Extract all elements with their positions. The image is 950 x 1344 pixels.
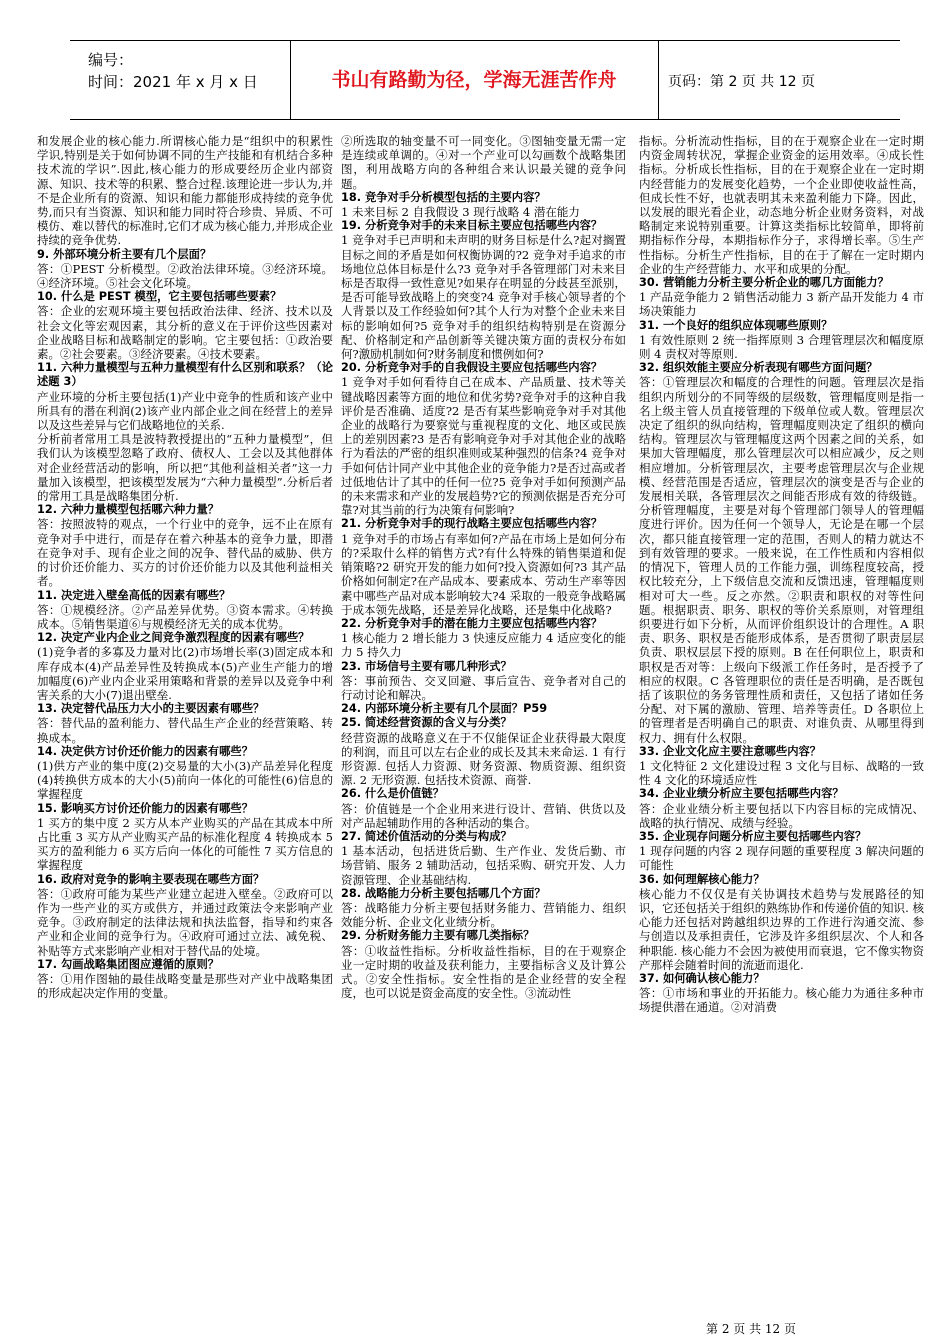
- answer-paragraph: 1 买方的集中度 2 买方从本产业购买的产品在其成本中所占比重 3 买方从产业购买产品的标准化程度 4 转换成本 5 买方的盈利能力 6 买方后向一体化的可能性 7 买方信息的掌握程度: [37, 815, 333, 873]
- answer-paragraph: 答：①收益性指标。分析收益性指标，目的在于观察企业一定时期的收益及获利能力，主要指标含义及计算公式。②安全性指标。安全性指的是企业经营的安全程度，也可以说是资金高度的安全性。③流动性: [341, 943, 626, 1001]
- answer-paragraph: 产业环境的分析主要包括(1)产业中竞争的性质和该产业中所具有的潜在利润(2)该产业内部企业之间在经营上的差异以及这些差异与它们战略地位的关系.: [37, 389, 333, 433]
- question-heading: 19. 分析竞争对手的未来目标主要应包括哪些内容？: [341, 219, 603, 233]
- document-date: 时间：2021 年 x 月 x 日: [88, 73, 258, 91]
- answer-paragraph: 1 竞争对手的市场占有率如何?产品在市场上是如何分布的?采取什么样的销售方式?有什么特殊的销售渠道和促销策略?2 研究开发的能力如何?投入资源如何?3 其产品价格如何制定?在产品成本、要素成本、劳动生产率等因素中哪些产品对成本影响较大?4 采取的一般竞争战略属于成本领先战略，还是差异化战略，还是集中化战略?: [341, 531, 626, 617]
- answer-paragraph: 1 核心能力 2 增长能力 3 快速反应能力 4 适应变化的能力 5 持久力: [341, 631, 626, 660]
- question-heading: 15. 影响买方讨价还价能力的因素有哪些？: [37, 801, 253, 815]
- question-heading: 37. 如何确认核心能力？: [639, 971, 765, 985]
- question-heading: 17. 勾画战略集团图应遵循的原则？: [37, 957, 220, 971]
- answer-paragraph: 1 文化特征 2 文化建设过程 3 文化与目标、战略的一致性 4 文化的环境适应性: [639, 758, 924, 788]
- answer-paragraph: 1 竞争对手已声明和未声明的财务目标是什么?起对搁置目标之间的矛盾是如何权衡协调的?2 竞争对手追求的市场地位总体目标是什么?3 竞争对手各管理部门对未来目标是否取得一致性意见?如果存在明显的分歧甚至派别，是否可能导致战略上的突变?4 竞争对手核心领导者的个人背景以及工作经验如何?其个人行为对整个企业未来目标的影响如何?5 竞争对手的组织结构特别是在资源分配、价格制定和产品创新等关键决策方面的责权分布如何?激励机制如何?财务制度和惯例如何?: [341, 233, 626, 362]
- text-column-3: [639, 134, 924, 1319]
- question-heading: 16. 政府对竞争的影响主要表现在哪些方面？: [37, 872, 265, 886]
- answer-paragraph: (1)供方产业的集中度(2)交易量的大小(3)产品差异化程度(4)转换供方成本的大小(5)前向一体化的可能性(6)信息的掌握程度: [37, 758, 333, 802]
- answer-paragraph: 答：价值链是一个企业用来进行设计、营销、供货以及对产品起辅助作用的各种活动的集合。: [341, 801, 626, 830]
- answer-paragraph: 答：①政府可能为某些产业建立起进入壁垒。②政府可以作为一些产业的买方或供方，并通过政策法令来影响产业竞争。③政府制定的法律法规和执法监督，指导和约束各产业和企业间的竞争行为。④政府可通过立法、减免税、补贴等方式来影响产业相对于替代品的处境。: [37, 886, 333, 958]
- answer-paragraph: 答：①PEST 分析模型。②政治法律环境。③经济环境。④经济环境。⑤社会文化环境。: [37, 261, 333, 291]
- answer-paragraph: 分析前者常用工具是波特教授提出的“五种力量模型”，但我们认为该模型忽略了政府、债权人、工会以及其他群体对企业经营活动的影响，所以把“其他利益相关者”这一力量加入该模型，把该模型发展为“六种力量模型”.分析后者的常用工具是战略集团分析.: [37, 432, 333, 504]
- question-heading: 22. 分析竞争对手的潜在能力主要应包括哪些内容？: [341, 616, 603, 630]
- question-heading: 20. 分析竞争对手的自我假设主要应包括哪些内容？: [341, 361, 603, 375]
- question-heading: 33. 企业文化应主要注意哪些内容？: [639, 744, 822, 758]
- question-heading: 9. 外部环境分析主要有几个层面？: [37, 247, 212, 261]
- answer-paragraph: 和发展企业的核心能力.所谓核心能力是“组织中的积累性学识,特别是关于如何协调不同的生产技能和有机结合多种技术流的学识”.因此,核心能力的形成要经历企业内部资源、知识、技术等的积累、整合过程.该理论进一步认为,并不是企业所有的资源、知识和能力都能形成持续的竞争优势,而只有当资源、知识和能力同时符合珍贵、异质、不可模仿、难以替代的标准时,它们才成为核心能力,并形成企业持续的竞争优势.: [37, 134, 333, 248]
- question-heading: 28. 战略能力分析主要包括哪几个方面？: [341, 886, 546, 900]
- page-header: [70, 40, 900, 120]
- answer-paragraph: 指标。分析流动性指标，目的在于观察企业在一定时期内资金周转状况，掌握企业资金的运用效率。④成长性指标。分析成长性指标，目的在于观察企业在一定时期内经营能力的发展变化趋势，一个企业即使收益性高，但成长性不好，也就表明其未来盈利能力下降。因此，以发展的眼光看企业，动态地分析企业财务资料，对战略制定来说特别重要。计算这类指标比较简单，即将前期指标作分母，本期指标作分子，求得增长率。⑤生产性指标。分析生产性指标，目的在于了解在一定时期内企业的生产经营能力、水平和成果的分配。: [639, 134, 924, 276]
- question-heading: 14. 决定供方讨价还价能力的因素有哪些？: [37, 744, 253, 758]
- answer-paragraph: 1 有效性原则 2 统一指挥原则 3 合理管理层次和幅度原则 4 责权对等原则.: [639, 332, 924, 362]
- question-heading: 11. 决定进入壁垒高低的因素有哪些？: [37, 588, 231, 602]
- question-heading: 31. 一个良好的组织应体现哪些原则？: [639, 318, 833, 332]
- answer-paragraph: 答：事前预告、交叉回避、事后宣告、竞争者对自己的行动讨论和解决。: [341, 673, 626, 702]
- question-heading: 12. 六种力量模型包括哪六种力量？: [37, 503, 220, 517]
- question-heading: 25. 简述经营资源的含义与分类？: [341, 716, 512, 730]
- answer-paragraph: 1 未来目标 2 自我假设 3 现行战略 4 潜在能力: [341, 205, 580, 220]
- answer-paragraph: 答：企业的宏观环境主要包括政治法律、经济、技术以及社会文化等宏观因素，其分析的意义在于评价这些因素对企业战略目标和战略制定的影响。它主要包括：①政治要素。②社会要素。③经济要素。④技术要素。: [37, 304, 333, 362]
- question-heading: 26. 什么是价值链？: [341, 787, 445, 801]
- header-motto: 书山有路勤为径，学海无涯苦作舟: [331, 69, 617, 91]
- answer-paragraph: 答：按照波特的观点，一个行业中的竞争，远不止在原有竞争对手中进行，而是存在着六种基本的竞争力量，即潜在竞争对手、现有企业之间的况争、替代品的威胁、供方的讨价还价能力、买方的讨价还价能力以及其他利益相关者。: [37, 517, 333, 589]
- answer-paragraph: 答：战略能力分析主要包括财务能力、营销能力、组织效能分析、企业文化业绩分析。: [341, 900, 626, 930]
- answer-paragraph: 答：①用作图轴的最佳战略变量是那些对产业中战略集团的形成起决定作用的变量。: [37, 971, 333, 1001]
- answer-paragraph: 答：①规模经济。②产品差异优势。③资本需求。④转换成本。⑤销售渠道⑥与规模经济无关的成本优势。: [37, 602, 333, 631]
- question-heading: 35. 企业现存问题分析应主要包括哪些内容？: [639, 829, 867, 843]
- question-heading: 11. 六种力量模型与五种力量模型有什么区别和联系？（论述题 3）: [37, 361, 333, 389]
- question-heading: 10. 什么是 PEST 模型，它主要包括哪些要素？: [37, 290, 282, 304]
- header-divider: [658, 41, 659, 119]
- text-column-2: [341, 134, 626, 1319]
- question-heading: 23. 市场信号主要有哪几种形式？: [341, 659, 512, 673]
- answer-paragraph: 1 基本活动，包括进货后勤、生产作业、发货后勤、市场营销、服务 2 辅助活动，包括采购、研究开发、人力资源管理、企业基础结构.: [341, 844, 626, 887]
- header-meta: [88, 49, 258, 93]
- question-heading: 29. 分析财务能力主要有哪几类指标？: [341, 929, 535, 943]
- answer-paragraph: 答：①管理层次和幅度的合理性的问题。管理层次是指组织内所划分的不同等级的层级数，管理幅度则是指一名上级主管人员直接管理的下级单位或人数。管理层次决定了组织的纵向结构，管理幅度则决定了组织的横向结构。管理层次与管理幅度这两个因素之间的关系，如果加大管理幅度，那么管理层次可以相应减少，反之则相应增加。分析管理层次，主要考虑管理层次与企业规模、经营范围是否适应，管理层次的演变是否与企业的发展相关联，各管理层次之间能否形成有效的待级链。分析管理幅度，主要是对每个管理部门领导人的管理幅度进行评价。因为任何一个领导人，无论是在哪一个层次，都只能直接管理一定的范围，否则人的精力就达不到有效管理的要求。一般来说，在工作性质和内容相似的情况下，管理人员的工作能力强，训练程度较高，授权比较充分，上下级信息交流和反馈迅速，管理幅度则相对可大一些。反之亦然。②职责和职权的对等性问题。根据职责、职务、职权的等价关系原则，对管理组织要进行如下分析，从而评价组织设计的合理性。A 职责、职务、职权是否能形成体系，是否贯彻了职责层层负责、职权层层下授的原则。B 在任何职位上，职责和职权是否对等：上级向下级派工作任务时，是否授予了相应的权限。C 各管理职位的责任是否明确，是否既包括了该职位的务务管理性质和责任，又包括了诸如任务分配、对下属的激励、管理、培养等责任。D 各职位上的管理者是否明确自己的职责、对谁负责、从哪里得到权力、拥有什么权限。: [639, 375, 924, 745]
- page-footer: 第 2 页 共 12 页: [706, 1322, 796, 1336]
- question-heading: 24. 内部环境分析主要有几个层面？P59: [341, 702, 548, 716]
- question-heading: 30. 营销能力分析主要分析企业的哪几方面能力？: [639, 276, 889, 290]
- answer-paragraph: 1 产品竞争能力 2 销售活动能力 3 新产品开发能力 4 市场决策能力: [639, 290, 924, 319]
- question-heading: 36. 如何理解核心能力？: [639, 872, 765, 886]
- question-heading: 34. 企业业绩分析应主要包括哪些内容？: [639, 787, 844, 801]
- text-column-1: [37, 134, 333, 1319]
- answer-paragraph: 核心能力不仅仅是有关协调技术趋势与发展路径的知识，它还包括关于组织的熟练协作和传递价值的知识. 核心能力还包括对跨越组织边界的工作进行沟通交流、参与创造以及承担责任，它涉及许多组织层次、个人和各种职能. 核心能力不会因为被使用而衰退，它不像实物资产那样会随着时间的流逝而退化.: [639, 886, 924, 972]
- document-number-label: 编号：: [88, 51, 134, 69]
- question-heading: 12. 决定产业内企业之间竞争激烈程度的因素有哪些？: [37, 631, 310, 645]
- answer-paragraph: 答：企业业绩分析主要包括以下内容目标的完成情况、战略的执行情况、成绩与经验。: [639, 801, 924, 830]
- answer-paragraph: 1 竞争对手如何看待自己在成本、产品质量、技术等关键战略因素等方面的地位和优劣势?竞争对手的这种自我评价是否准确、适度?2 是否有某些影响竞争对手对其他企业的战略行为要察觉与重视程度的文化、地区或民族上的差别因素?3 是否有影响竞争对手对其他企业的战略行为看法的严密的组织准则或某种强烈的信条?4 竞争对手如何估计同产业中其他企业的竞争能力?是否过高或者过低地估计了其中的任何一位?5 竞争对手如何预测产品的未来需求和产业的发展趋势?它的预测依据是否充分可靠?对其当前的行为决策有何影响?: [341, 375, 626, 518]
- answer-paragraph: (1)竞争者的多寡及力量对比(2)市场增长率(3)固定成本和库存成本(4)产品差异性及转换成本(5)产业生产能力的增加幅度(6)产业内企业采用策略和背景的差异以及竞争中利害关系的大小(7)退出壁垒.: [37, 645, 333, 702]
- question-heading: 27. 简述价值活动的分类与构成？: [341, 829, 512, 843]
- question-heading: 13. 决定替代品压力大小的主要因素有哪些？: [37, 702, 265, 716]
- question-heading: 21. 分析竞争对手的现行战略主要应包括哪些内容？: [341, 517, 603, 531]
- question-heading: 32. 组织效能主要应分析表现有哪些方面问题？: [639, 361, 878, 375]
- question-heading: 18. 竞争对手分析模型包括的主要内容？: [341, 190, 546, 204]
- answer-paragraph: ②所选取的轴变量不可一同变化。③图轴变量无需一定是连续或单调的。④对一个产业可以勾画数个战略集团图，利用战略方向的各种组合来认识最关键的竞争问题。: [341, 134, 626, 191]
- header-page-info: 页码：第 2 页 共 12 页: [668, 74, 815, 90]
- answer-paragraph: 经营资源的战略意义在于不仅能保证企业获得最大限度的利润，而且可以左右企业的成长及其未来命运. 1 有行形资源. 包括人力资源、财务资源、物质资源、组织资源. 2 无形资源. 包括技术资源、商誉.: [341, 730, 626, 788]
- answer-paragraph: 答：①市场和事业的开拓能力。核心能力为通往多种市场提供潜在通道。②对消费: [639, 986, 924, 1015]
- answer-paragraph: 答：替代品的盈利能力、替代品生产企业的经营策略、转换成本。: [37, 716, 333, 745]
- answer-paragraph: 1 现存问题的内容 2 现存问题的重要程度 3 解决问题的可能性: [639, 844, 924, 873]
- header-divider: [290, 41, 291, 119]
